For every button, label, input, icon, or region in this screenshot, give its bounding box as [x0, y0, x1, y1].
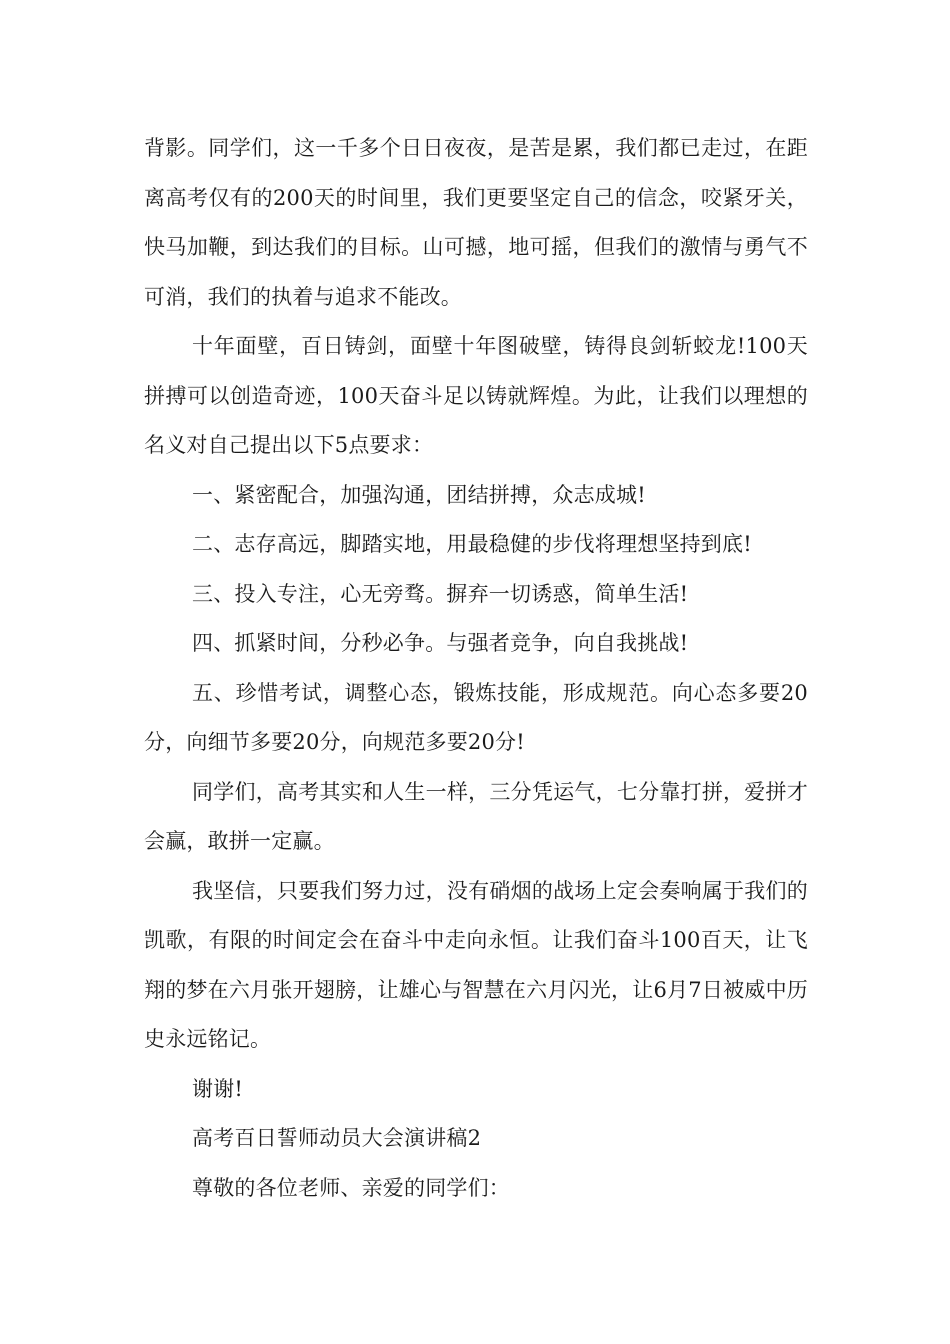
paragraph-classmates: 同学们，高考其实和人生一样，三分凭运气，七分靠打拼，爱拼才会赢，敢拼一定赢。: [144, 779, 808, 853]
list-item-three: 三、投入专注，心无旁骛。摒弃一切诱惑，简单生活!: [192, 581, 689, 606]
paragraph-thanks: 谢谢!: [192, 1076, 244, 1101]
list-item-five: 五、珍惜考试，调整心态，锻炼技能，形成规范。向心态多要20分，向细节多要20分，向规范多要20分!: [144, 680, 808, 754]
section-title: 高考百日誓师动员大会演讲稿2: [192, 1126, 482, 1150]
paragraph-salutation: 尊敬的各位老师、亲爱的同学们：: [192, 1175, 510, 1200]
paragraph-ten-years: 十年面壁，百日铸剑，面壁十年图破壁，铸得良剑斩蛟龙!100天拼搏可以创造奇迹，100天奋斗足以铸就辉煌。为此，让我们以理想的名义对自己提出以下5点要求：: [144, 334, 808, 457]
list-item-four: 四、抓紧时间，分秒必争。与强者竞争，向自我挑战!: [192, 631, 689, 655]
paragraph-continuation: 背影。同学们，这一千多个日日夜夜，是苦是累，我们都已走过，在距离高考仅有的200天的时间里，我们更要坚定自己的信念，咬紧牙关，快马加鞭，到达我们的目标。山可撼，地可摇，但我们的激情与勇气不可消，我们的执着与追求不能改。: [144, 136, 808, 309]
paragraph-belief: 我坚信，只要我们努力过，没有硝烟的战场上定会奏响属于我们的凯歌，有限的时间定会在奋斗中走向永恒。让我们奋斗100百天，让飞翔的梦在六月张开翅膀，让雄心与智慧在六月闪光，让6月7日被威中历史永远铭记。: [144, 878, 808, 1051]
list-item-one: 一、紧密配合，加强沟通，团结拼搏，众志成城!: [192, 482, 646, 507]
document-body: [144, 124, 808, 1213]
list-item-two: 二、志存高远，脚踏实地，用最稳健的步伐将理想坚持到底!: [192, 532, 752, 556]
